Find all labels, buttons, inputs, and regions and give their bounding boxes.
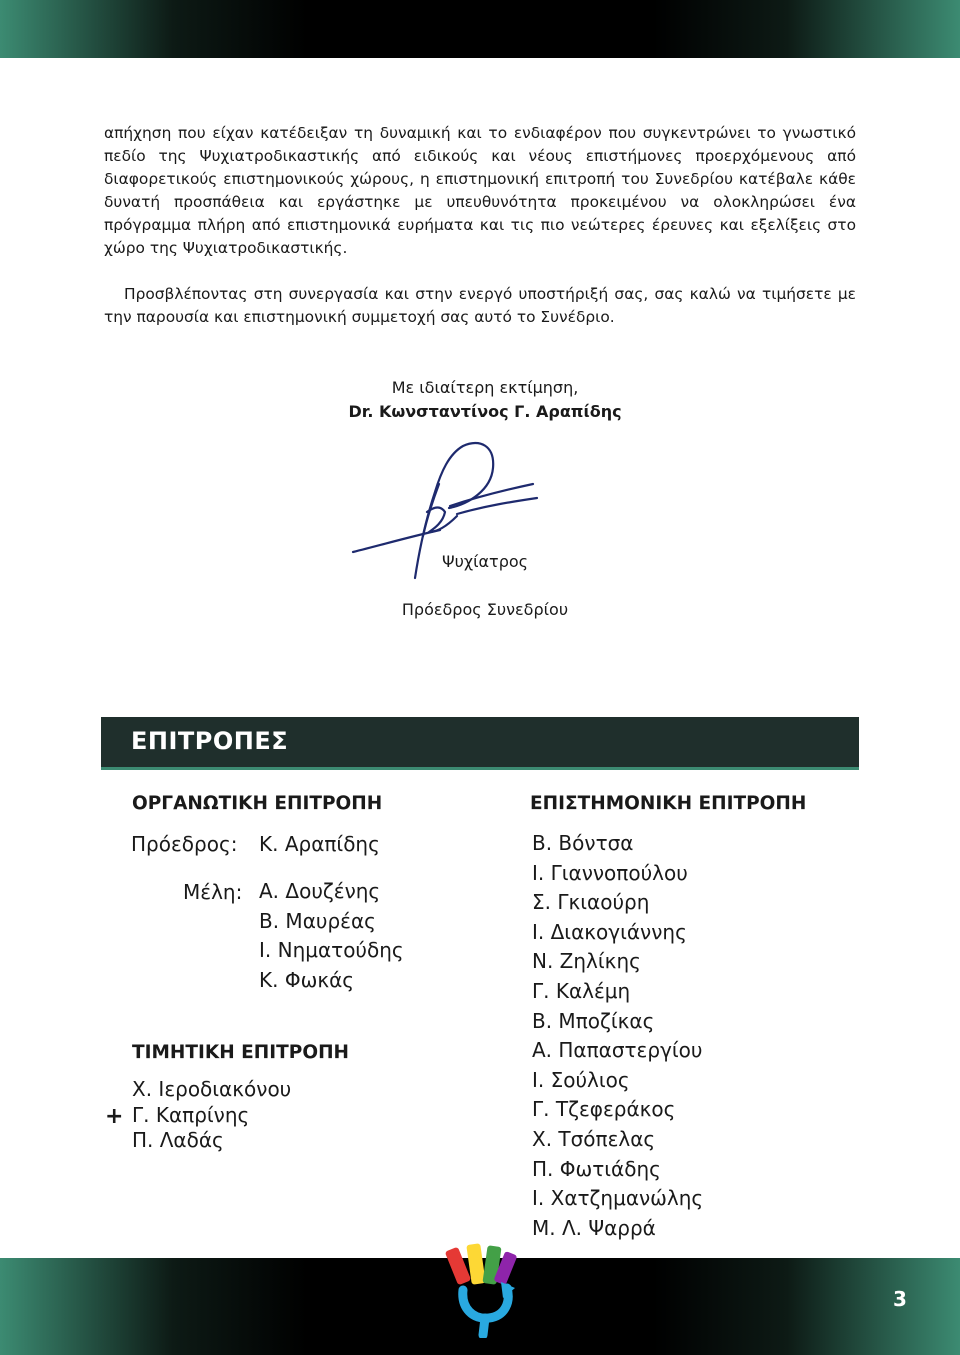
committees-banner [101,717,859,770]
list-item: Σ. Γκιαούρη [532,890,650,915]
list-item: Β. Μαυρέας [259,908,376,933]
page-number: 3 [893,1287,907,1311]
list-item: Α. Δουζένης [259,879,381,903]
list-item: Ι. Σούλιος [532,1067,630,1092]
list-item: Ι. Διακογιάννης [532,919,687,944]
list-item: Χ. Τσόπελας [532,1126,656,1151]
committees-banner-title: ΕΠΙΤΡΟΠΕΣ [131,727,289,755]
list-item: Χ. Ιεροδιακόνου [132,1077,292,1101]
list-item: Ι. Νηματούδης [259,938,404,963]
deceased-cross-marker: + [105,1104,124,1129]
letter-greeting: Με ιδιαίτερη εκτίμηση, [391,378,579,397]
list-item: Π. Φωτιάδης [532,1156,661,1181]
honorary-members-list [132,1077,291,1154]
signer-role: Πρόεδρος Συνεδρίου [401,600,569,619]
list-item: Ι. Γιαννοπούλου [532,860,688,885]
list-item: Ι. Χατζημανώλης [532,1186,704,1211]
signer-name: Dr. Κωνσταντίνος Γ. Αραπίδης [348,402,622,421]
list-item: Γ. Καλέμη [532,978,631,1003]
honorary-committee-heading: ΤΙΜΗΤΙΚΗ ΕΠΙΤΡΟΠΗ [132,1042,350,1063]
list-item: Ν. Ζηλίκης [532,949,641,974]
list-item: Μ. Λ. Ψαρρά [532,1215,656,1240]
list-item: Α. Παπαστεργίου [532,1038,703,1063]
president-label: Πρόεδρος: [131,832,238,856]
scientific-committee-heading: ΕΠΙΣΤΗΜΟΝΙΚΗ ΕΠΙΤΡΟΠΗ [530,793,807,814]
letter-paragraph-1: απήχηση που είχαν κατέδειξαν τη δυναμική και το ενδιαφέρον που συγκεντρώνει το γνωστικό πεδίο της Ψυχιατροδικαστικής από ειδικούς και νέους επιστήμονες προερχόμενους από διαφορετικούς επιστημονικούς χώρους, η επιστημονική επιτροπή του Συνεδρίου κατέβαλε κάθε δυνατή προσπάθεια και εργάστηκε με υπευθυνότητα προκειμένου να ολοκληρώσει ένα πρόγραμμα πλήρη από επιστημονικά ευρήματα και τις πιο νεώτερες έρευνες και εξελίξεις στο χώρο της Ψυχιατροδικαστικής. [104,124,856,257]
scientific-members-list [532,829,703,1243]
list-item: Β. Βόντσα [532,831,634,855]
top-decorative-band [0,0,960,58]
president-name: Κ. Αραπίδης [259,832,380,856]
list-item: Κ. Φωκάς [259,967,355,992]
signer-profession: Ψυχίατρος [442,552,529,571]
members-label: Μέλη: [183,880,243,904]
list-item: Β. Μποζίκας [532,1008,655,1033]
conference-logo-icon [445,1238,525,1338]
letter-paragraph-2: Προσβλέποντας στη συνεργασία και στην ενεργό υποστήριξή σας, σας καλώ να τιμήσετε με την παρουσία και επιστημονική συμμετοχή σας αυτό το Συνέδριο. [104,285,856,326]
organizing-members-list [259,877,404,995]
list-item: Π. Λαδάς [132,1128,224,1152]
list-item: Γ. Τζεφεράκος [532,1097,676,1122]
list-item: Γ. Καπρίνης [132,1102,250,1127]
organizing-committee-heading: ΟΡΓΑΝΩΤΙΚΗ ΕΠΙΤΡΟΠΗ [132,793,383,814]
